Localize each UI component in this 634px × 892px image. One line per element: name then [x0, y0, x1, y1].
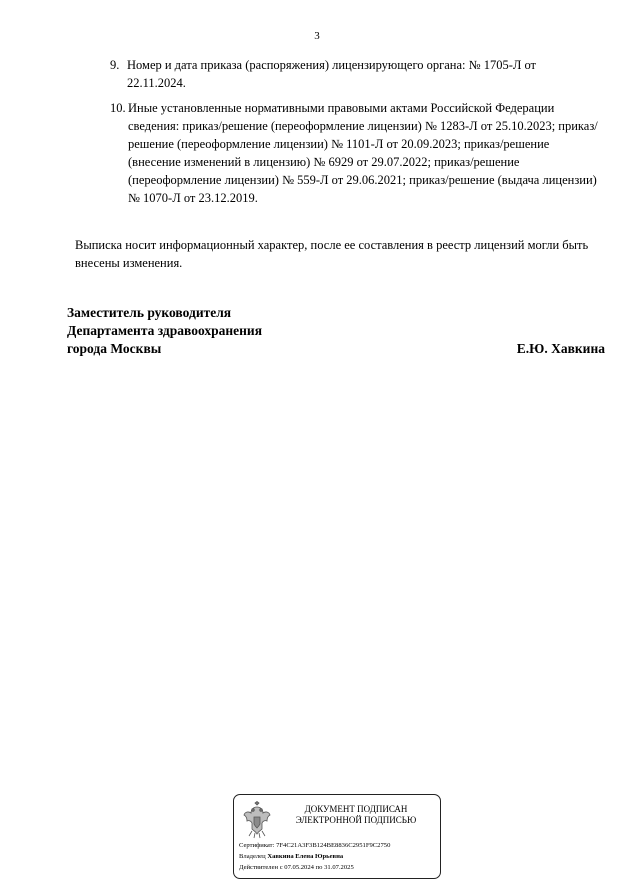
stamp-owner-label: Владелец [239, 853, 266, 860]
list-item-10 [110, 99, 600, 207]
signatory-position-line-3: города Москвы [67, 341, 162, 356]
stamp-title-line-2: ЭЛЕКТРОННОЙ ПОДПИСЬЮ [295, 815, 417, 825]
signatory-name: Е.Ю. Хавкина [516, 341, 605, 356]
stamp-certificate-value: 7F4C21A3F3B124BE8836C2951F9C2750 [276, 842, 391, 849]
page-number: 3 [314, 30, 320, 42]
item-text: Иные установленные нормативными правовыми актами Российской Федерации сведения: приказ/решение (переоформление лицензии) № 1283-Л от 25.10.2023; приказ/решение (переоформление лицензии) № 1101-Л от 20.09.2023; приказ/решение (внесение изменений в лицензию) № 6929 от 29.07.2022; приказ/решение (переоформление лицензии) № 559-Л от 29.06.2021; приказ/решение (выдача лицензии) № 1070-Л от 23.12.2019. [128, 101, 598, 205]
stamp-title [278, 804, 434, 826]
disclaimer-note: Выписка носит информационный характер, после ее составления в реестр лицензий могли быть внесены изменения. [75, 238, 589, 270]
stamp-certificate-label: Сертификат: [239, 842, 275, 849]
electronic-signature-stamp [233, 794, 441, 879]
item-number: 9. [110, 58, 120, 72]
stamp-owner-value: Хавкина Елена Юрьевна [267, 853, 344, 860]
signatory-position-line-2: Департамента здравоохранения [67, 323, 263, 338]
item-number: 10. [110, 101, 126, 115]
signature-block [67, 304, 607, 358]
stamp-title-line-1: ДОКУМЕНТ ПОДПИСАН [304, 804, 408, 814]
stamp-validity-label: Действителен [239, 864, 279, 871]
stamp-validity-value: с 07.05.2024 по 31.07.2025 [279, 864, 354, 871]
stamp-owner [239, 852, 439, 861]
stamp-certificate [239, 841, 439, 850]
item-text: Номер и дата приказа (распоряжения) лицензирующего органа: № 1705-Л от 22.11.2024. [127, 58, 537, 90]
signatory-position-line-1: Заместитель руководителя [67, 305, 232, 320]
list-item-9 [110, 56, 590, 92]
stamp-validity [239, 863, 439, 872]
coat-of-arms-icon [242, 801, 272, 839]
